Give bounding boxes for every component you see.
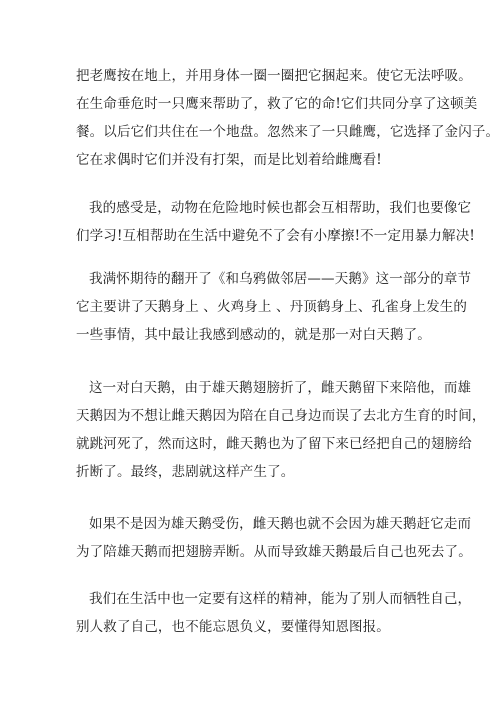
paragraph-1	[76, 62, 500, 174]
paragraph-4	[76, 374, 486, 486]
text-line: 我们在生活中也一定要有这样的精神，能为了别人而牺牲自己，	[89, 591, 472, 607]
text-line: 折断了。最终，悲剧就这样产生了。	[76, 464, 295, 480]
text-line: 这一对白天鹅，由于雄天鹅翅膀折了，雌天鹅留下来陪他，而雄	[89, 380, 472, 396]
paragraph-6	[76, 585, 472, 641]
text-line: 为了陪雄天鹅而把翅膀弄断。从而导致雄天鹅最后自己也死去了。	[76, 544, 472, 560]
text-line: 们学习!互相帮助在生活中避免不了会有小摩擦!不一定用暴力解决!	[76, 228, 475, 244]
text-line: 把老鹰按在地上，并用身体一圈一圈把它捆起来。使它无法呼吸。	[76, 68, 472, 84]
text-line: 我的感受是，动物在危险地时候也都会互相帮助，我们也要像它	[89, 200, 472, 216]
text-line: 天鹅因为不想让雌天鹅因为陪在自己身边而误了去北方生育的时间，	[76, 408, 486, 424]
paragraph-3	[76, 265, 472, 349]
paragraph-2	[76, 194, 475, 250]
text-line: 一些事情，其中最让我感到感动的，就是那一对白天鹅了。	[76, 327, 431, 343]
text-line: 它主要讲了天鹅身上 、火鸡身上 、丹顶鹤身上、孔雀身上发生的	[76, 299, 468, 315]
text-line: 如果不是因为雄天鹅受伤，雌天鹅也就不会因为雄天鹅赶它走而	[89, 516, 472, 532]
text-line: 餐。以后它们共住在一个地盘。忽然来了一只雌鹰，它选择了金闪子。	[76, 124, 500, 140]
text-line: 我满怀期待的翻开了《和乌鸦做邻居——天鹅》这一部分的章节	[89, 271, 472, 287]
text-line: 在生命垂危时一只鹰来帮助了，救了它的命!它们共同分享了这顿美	[76, 96, 478, 112]
text-line: 别人救了自己，也不能忘恩负义，要懂得知恩图报。	[76, 619, 390, 635]
text-line: 就跳河死了，然而这时，雌天鹅也为了留下来已经把自己的翅膀给	[76, 436, 472, 452]
text-line: 它在求偶时它们并没有打架，而是比划着给雌鹰看!	[76, 152, 382, 168]
paragraph-5	[76, 510, 472, 566]
